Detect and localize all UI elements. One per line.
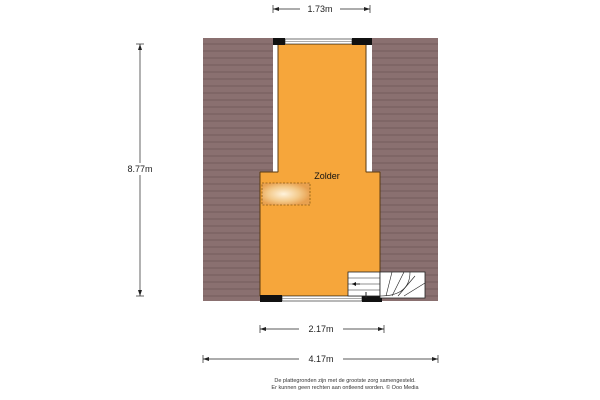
dimension-total-width bbox=[203, 353, 438, 364]
dimension-top bbox=[273, 3, 370, 14]
skylight bbox=[262, 183, 310, 205]
dimension-top-label: 1.73m bbox=[307, 4, 333, 14]
room-label-zolder: Zolder bbox=[314, 171, 340, 181]
staircase bbox=[348, 272, 425, 298]
dimension-left-label: 8.77m bbox=[127, 164, 153, 174]
dimension-inner-width bbox=[260, 323, 384, 334]
roof-right bbox=[372, 38, 438, 301]
dimension-total-label: 4.17m bbox=[308, 354, 334, 364]
disclaimer-line-2: Er kunnen geen rechten aan ontleend worden. © Ooo Media bbox=[271, 385, 419, 391]
disclaimer bbox=[175, 378, 515, 392]
dimension-left bbox=[119, 44, 161, 296]
disclaimer-line-1: De plattegronden zijn met de grootste zorg samengesteld. bbox=[274, 378, 416, 384]
dimension-inner-label: 2.17m bbox=[308, 324, 334, 334]
top-window bbox=[273, 38, 372, 45]
